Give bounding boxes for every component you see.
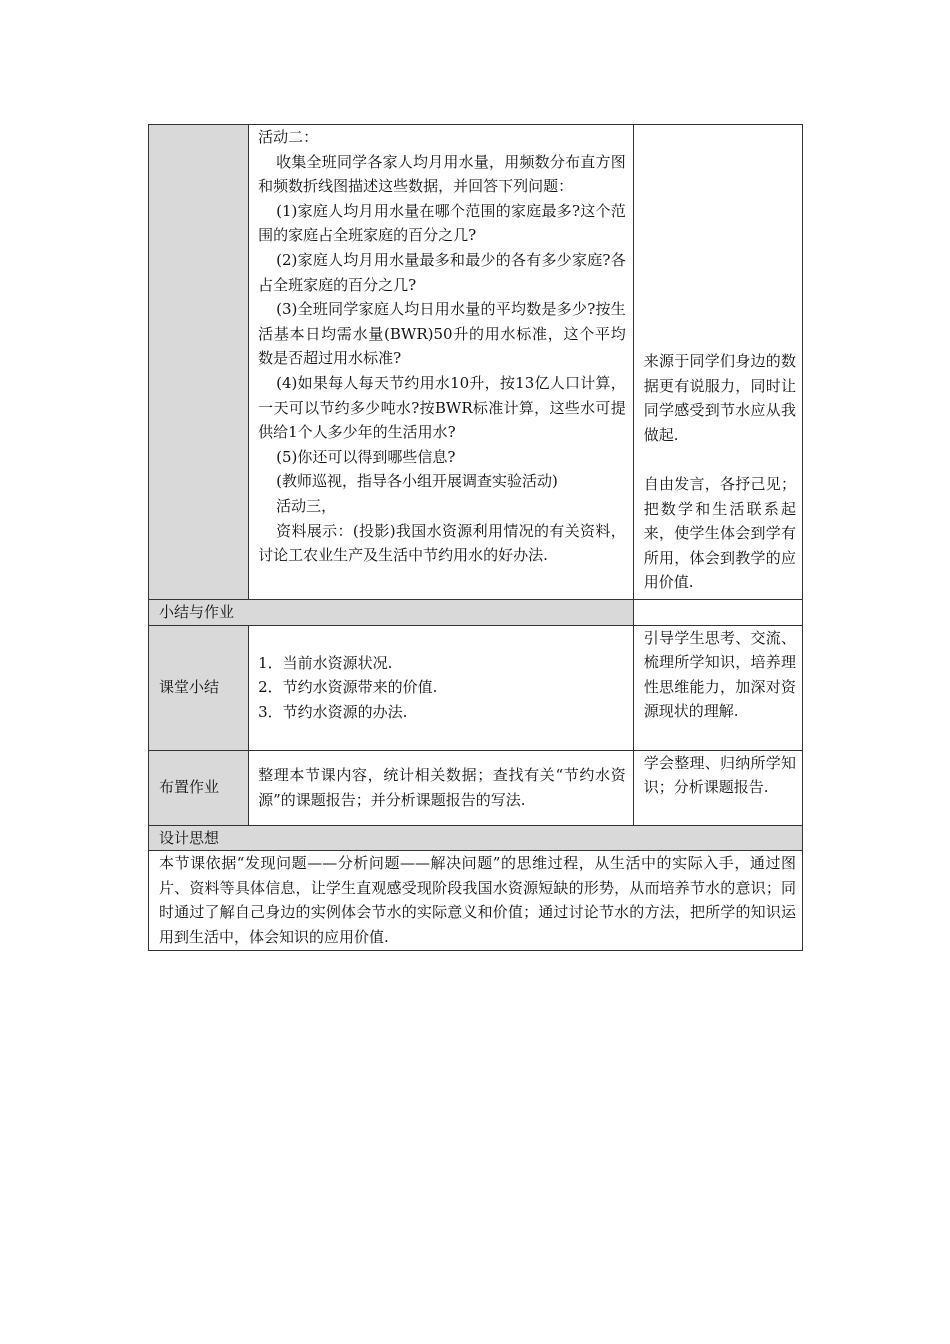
activity-notes-cell <box>633 125 802 600</box>
class-summary-content <box>249 625 634 750</box>
activity-label-cell <box>149 125 249 600</box>
lesson-plan-table <box>148 124 803 951</box>
activity-three-content: 资料展示：(投影)我国水资源利用情况的有关资料，讨论工农业生产及生活中节约用水的好办法. <box>258 521 626 565</box>
summary-item-1: 1．当前水资源状况. <box>258 653 393 672</box>
homework-label: 布置作业 <box>149 750 249 825</box>
activity-content-cell <box>249 125 634 600</box>
activity-three-title: 活动三， <box>276 496 337 515</box>
activity-two-title: 活动二： <box>258 128 319 146</box>
homework-content: 整理本节课内容，统计相关数据；查找有关“节约水资源”的课题报告；并分析课题报告的写法. <box>249 750 634 825</box>
summary-header-row <box>149 600 803 626</box>
activity-row <box>149 125 803 600</box>
question-2: (2)家庭人均月用水量最多和最少的各有多少家庭?各占全班家庭的百分之几? <box>258 250 626 294</box>
class-summary-label: 课堂小结 <box>149 625 249 750</box>
activity-note-1: 来源于同学们身边的数据更有说服力，同时让同学感受到节水应从我做起. <box>643 352 796 444</box>
activity-note-2: 自由发言，各抒己见；把数学和生活联系起来，使学生体会到学有所用，体会到教学的应用价值. <box>643 474 796 592</box>
question-4: (4)如果每人每天节约用水10升，按13亿人口计算，一天可以节约多少吨水?按BWR标准计算，这些水可提供给1个人多少年的生活用水? <box>258 373 626 442</box>
summary-item-2: 2．节约水资源带来的价值. <box>258 678 438 697</box>
question-1: (1)家庭人均月用水量在哪个范围的家庭最多?这个范围的家庭占全班家庭的百分之几? <box>258 201 626 245</box>
question-5: (5)你还可以得到哪些信息? <box>276 447 456 466</box>
design-text-row <box>149 851 803 950</box>
class-summary-note: 引导学生思考、交流、梳理所学知识，培养理性思维能力，加深对资源现状的理解. <box>633 625 802 750</box>
teacher-note: (教师巡视，指导各小组开展调查实验活动) <box>276 472 558 491</box>
note-spacer <box>644 447 796 472</box>
homework-note: 学会整理、归纳所学知识；分析课题报告. <box>633 750 802 825</box>
class-summary-row <box>149 625 803 750</box>
summary-header: 小结与作业 <box>149 600 634 626</box>
design-text: 本节课依据“发现问题——分析问题——解决问题”的思维过程，从生活中的实际入手，通过图片、资料等具体信息，让学生直观感受现阶段我国水资源短缺的形势，从而培养节水的意识；同时通过了解自己身边的实例体会节水的实际意义和价值；通过讨论节水的方法，把所学的知识运用到生活中，体会知识的应用价值. <box>149 851 803 950</box>
activity-two-intro: 收集全班同学各家人均月用水量，用频数分布直方图和频数折线图描述这些数据，并回答下列问题： <box>258 152 626 196</box>
design-header-row <box>149 825 803 851</box>
summary-item-3: 3．节约水资源的办法. <box>258 702 408 721</box>
homework-row <box>149 750 803 825</box>
question-3: (3)全班同学家庭人均日用水量的平均数是多少?按生活基本日均需水量(BWR)50升的用水标准，这个平均数是否超过用水标准? <box>258 300 626 368</box>
design-header: 设计思想 <box>149 825 803 851</box>
summary-header-empty <box>633 600 802 626</box>
